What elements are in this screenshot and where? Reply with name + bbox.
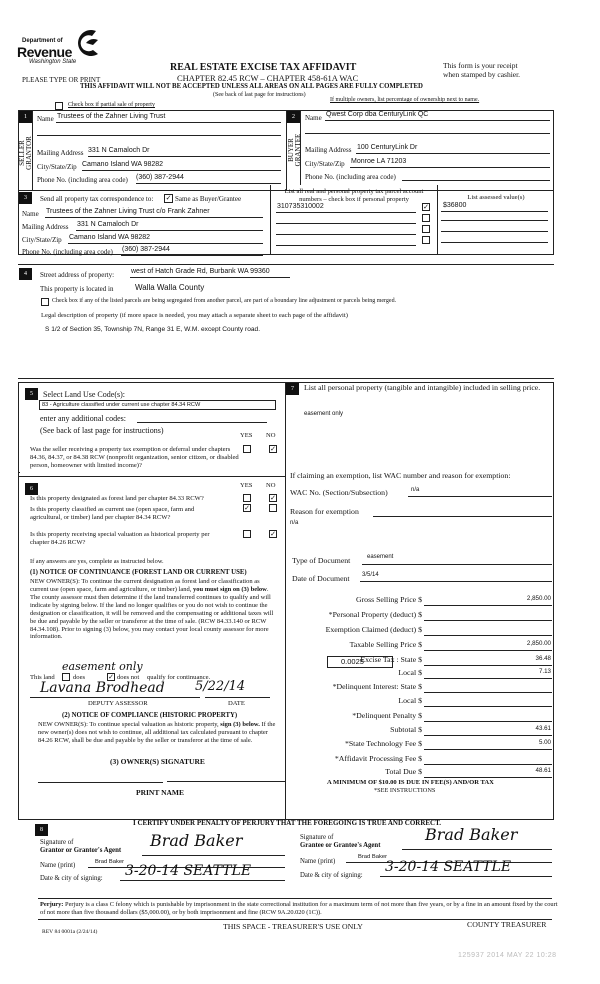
- tax-line-underline: [424, 678, 552, 679]
- rule-line: [18, 472, 20, 473]
- forest-land-question: Is this property designated as forest land per chapter 84.33 RCW?: [30, 495, 204, 502]
- tax-line-value[interactable]: 7.13: [538, 668, 551, 675]
- divider: [285, 382, 286, 820]
- this-land-label: This land: [30, 674, 55, 681]
- deputy-assessor-label: DEPUTY ASSESSOR: [88, 700, 148, 707]
- same-as-buyer-label: Same as Buyer/Grantee: [175, 195, 242, 203]
- notice1-title: (1) NOTICE OF CONTINUANCE (FOREST LAND OR CURRENT USE): [30, 569, 247, 576]
- doc-type-label: Type of Document: [292, 556, 351, 565]
- rule-line: [18, 476, 285, 477]
- if-yes-note: If any answers are yes, complete as instructed below.: [30, 558, 164, 565]
- assessor-date: 5/22/14: [195, 679, 246, 694]
- same-as-buyer-checkbox[interactable]: ✓: [165, 194, 172, 202]
- parcel-number-field[interactable]: 310735310002: [277, 203, 324, 210]
- rule-line: [120, 880, 285, 881]
- street-field[interactable]: west of Hatch Grade Rd, Burbank WA 99360: [131, 268, 270, 275]
- tax-line-label: Exemption Claimed (deduct) $: [325, 625, 422, 634]
- assessor-signature: Lavana Brodhead: [40, 680, 165, 696]
- grantor-sig-label: Signature of: [40, 839, 74, 846]
- logo-line1: Department of: [22, 38, 63, 44]
- corr-name-field[interactable]: Trustees of the Zahner Living Trust c/o Frank Zahner: [46, 208, 210, 215]
- tax-line-underline: [424, 749, 552, 750]
- receipt-note-2: when stamped by cashier.: [443, 70, 521, 79]
- county-treasurer-label: COUNTY TREASURER: [467, 920, 547, 929]
- seller-name-field[interactable]: Trustees of the Zahner Living Trust: [57, 113, 166, 120]
- rule-line: [18, 378, 554, 379]
- yes-header: YES: [240, 432, 253, 439]
- divider: [270, 185, 271, 255]
- rule-line: [137, 422, 267, 423]
- rule-line: [276, 212, 416, 213]
- qualify-label: qualify for continuance.: [147, 674, 211, 681]
- tax-line-underline: [424, 665, 552, 666]
- grantee-date-label: Date & city of signing:: [300, 872, 363, 879]
- q-current-use-yes-checkbox[interactable]: ✓: [244, 504, 250, 512]
- grantee-name-field[interactable]: Brad Baker: [358, 854, 387, 860]
- rule-line: [305, 133, 550, 134]
- reason-label: Reason for exemption: [290, 507, 359, 516]
- rule-line: [276, 234, 416, 235]
- rule-line: [441, 242, 548, 243]
- corr-city-label: City/State/Zip: [22, 236, 62, 244]
- seller-city-label: City/State/Zip: [37, 163, 77, 171]
- handwritten-note: easement only: [62, 660, 143, 673]
- tax-line-underline: [424, 650, 552, 651]
- partial-sale-label: Check box if partial sale of property: [68, 102, 155, 108]
- does-not-label: does not: [117, 674, 140, 681]
- logo-line3: Washington State: [29, 59, 77, 65]
- exemption-question: Was the seller receiving a property tax exemption or deferral under chapters 84.36, 84.37, or 84.38 RCW (nonprofit organization, senior citizen, or disabled person, homeowner with limited income)?: [30, 446, 239, 470]
- grantee-name-label: Name (print): [300, 858, 336, 865]
- rule-line: [121, 255, 263, 256]
- segregated-checkbox[interactable]: [41, 298, 49, 306]
- seller-name-label: Name: [37, 115, 54, 123]
- section-2-number: 2: [287, 111, 300, 123]
- does-not-checkbox[interactable]: ✓: [108, 673, 114, 681]
- tax-line-underline: [424, 706, 552, 707]
- section-7-number: 7: [286, 383, 299, 395]
- rule-line: [360, 581, 552, 582]
- tax-line-label: Local $: [398, 668, 422, 677]
- treasurer-use-label: THIS SPACE - TREASURER'S USE ONLY: [223, 922, 363, 931]
- doc-type-field[interactable]: easement: [367, 554, 394, 560]
- local-rate: 0.0025: [341, 657, 364, 666]
- grantor-sig-label-2: Grantor or Grantor's Agent: [40, 847, 122, 854]
- form-revision: REV 84 0001a (2/24/14): [42, 929, 98, 935]
- buyer-side-label: BUYER GRANTEE: [287, 133, 302, 167]
- tax-line-value[interactable]: 48.61: [535, 767, 551, 774]
- wac-field[interactable]: n/a: [411, 487, 420, 493]
- grantor-date-field[interactable]: 3-20-14 SEATTLE: [125, 863, 252, 879]
- tax-line-underline: [424, 735, 552, 736]
- see-back: (See back of last page for instructions): [213, 92, 306, 98]
- tax-line-label: *Delinquent Penalty $: [352, 711, 422, 720]
- current-use-question: Is this property classified as current use (open space, farm and agricultural, or timber) land per chapter 84.34 RCW?: [30, 506, 195, 522]
- rule-line: [76, 230, 263, 231]
- personal-property-checkbox[interactable]: [422, 214, 430, 222]
- tax-line-underline: [424, 777, 552, 778]
- seller-city-field[interactable]: Camano Island WA 98282: [82, 161, 164, 168]
- rule-line: [408, 496, 552, 497]
- receipt-stamp: 125937 2014 MAY 22 10:28: [458, 952, 557, 959]
- form-chapter: CHAPTER 82.45 RCW – CHAPTER 458-61A WAC: [177, 73, 359, 83]
- section-1-number: 1: [19, 111, 32, 123]
- corr-phone-field[interactable]: (360) 387-2944: [122, 246, 170, 253]
- tax-line-label: *Personal Property (deduct) $: [328, 610, 422, 619]
- q-forest-yes-checkbox[interactable]: [243, 494, 251, 502]
- rule-line: [82, 170, 281, 171]
- correspondence-label: Send all property tax correspondence to:: [40, 195, 154, 203]
- seller-phone-field[interactable]: (360) 387-2944: [136, 174, 184, 181]
- buyer-city-label: City/State/Zip: [305, 160, 345, 168]
- rule-line: [88, 156, 281, 157]
- doc-date-field[interactable]: 3/5/14: [362, 572, 379, 578]
- tax-line-underline: [424, 764, 552, 765]
- grantor-date-label: Date & city of signing:: [40, 875, 103, 882]
- tax-line-underline: [424, 721, 552, 722]
- personal-property-checkbox[interactable]: [422, 225, 430, 233]
- buyer-name-label: Name: [305, 114, 322, 122]
- print-name-label: PRINT NAME: [136, 788, 184, 797]
- multiple-owners-note: If multiple owners, list percentage of ownership next to name.: [330, 97, 480, 103]
- county-field[interactable]: Walla Walla County: [135, 283, 205, 292]
- tax-line-value[interactable]: 2,850.00: [526, 595, 551, 602]
- does-label: does: [73, 674, 86, 681]
- rule-line: [167, 781, 285, 782]
- reason-field[interactable]: n/a: [290, 520, 299, 526]
- buyer-addr-label: Mailing Address: [305, 146, 352, 154]
- grantor-name-field[interactable]: Brad Baker: [95, 859, 124, 865]
- corr-name-label: Name: [22, 210, 39, 218]
- corr-addr-field[interactable]: 331 N Camaloch Dr: [77, 221, 139, 228]
- assessed-header: List assessed value(s): [467, 194, 525, 201]
- rule-line: [30, 697, 200, 698]
- personal-property-label: List all personal property (tangible and intangible) included in selling price.: [304, 383, 541, 392]
- section-4-number: 4: [19, 268, 32, 280]
- doc-date-label: Date of Document: [292, 574, 350, 583]
- rule-line: [38, 898, 552, 899]
- land-use-code: 83 - Agriculture classified under current use chapter 84.34 RCW: [42, 402, 201, 408]
- q-historic-no-checkbox[interactable]: ✓: [270, 530, 276, 538]
- tax-line-label: *Affidavit Processing Fee $: [334, 754, 422, 763]
- buyer-city-field[interactable]: Monroe LA 71203: [351, 158, 407, 165]
- tax-line-label: Local $: [398, 696, 422, 705]
- rule-line: [142, 855, 285, 856]
- rule-line: [38, 782, 163, 783]
- rule-line: [356, 153, 550, 154]
- rule-line: [45, 217, 263, 218]
- rule-line: [325, 120, 550, 121]
- rule-line: [380, 876, 552, 877]
- grantor-signature[interactable]: Brad Baker: [150, 831, 243, 850]
- rule-line: [276, 223, 416, 224]
- tax-line-value[interactable]: 2,850.00: [526, 640, 551, 647]
- tax-line-underline: [424, 692, 552, 693]
- rule-line: [402, 180, 550, 181]
- partial-sale-checkbox[interactable]: [55, 102, 63, 110]
- segregated-label: Check box if any of the listed parcels are being segregated from another parcel, are part of a boundary line adjustment or parcels being merged.: [52, 298, 397, 304]
- please-type: PLEASE TYPE OR PRINT: [22, 76, 101, 84]
- tax-line-label: Total Due $: [385, 767, 422, 776]
- dor-emblem-icon: [76, 28, 102, 58]
- grantee-sig-label: Signature of: [300, 834, 334, 841]
- q-historic-yes-checkbox[interactable]: [243, 530, 251, 538]
- rule-line: [136, 183, 281, 184]
- receipt-note: This form is your receipt: [443, 61, 518, 70]
- seller-phone-label: Phone No. (including area code): [37, 176, 128, 184]
- rule-line: [441, 231, 548, 232]
- rule-line: [276, 245, 416, 246]
- rule-line: [402, 849, 552, 850]
- section-5-number: 5: [25, 388, 38, 400]
- tax-line-label: Taxable Selling Price $: [349, 640, 422, 649]
- q-current-use-no-checkbox[interactable]: [269, 504, 277, 512]
- rule-line: [68, 243, 263, 244]
- section-3-number: 3: [19, 192, 32, 204]
- parcels-header: List all real and personal property tax parcel account numbers – check box if personal property: [284, 188, 424, 203]
- buyer-phone-label: Phone No. (including area code): [305, 173, 396, 181]
- section-8-number: 8: [35, 824, 48, 836]
- tax-line-label: Excise Tax : State $: [360, 655, 422, 664]
- corr-addr-label: Mailing Address: [22, 223, 69, 231]
- notice2-title: (2) NOTICE OF COMPLIANCE (HISTORIC PROPERTY): [62, 712, 238, 719]
- seller-addr-field[interactable]: 331 N Camaloch Dr: [88, 147, 150, 154]
- land-use-see-back: (See back of last page for instructions): [40, 426, 164, 435]
- certify-statement: I CERTIFY UNDER PENALTY OF PERJURY THAT THE FOREGOING IS TRUE AND CORRECT.: [133, 819, 442, 827]
- land-use-select[interactable]: [39, 400, 276, 410]
- rule-line: [350, 167, 550, 168]
- historic-question: Is this property receiving special valuation as historical property per chapter 84.26 RCW?: [30, 531, 210, 547]
- legal-label: Legal description of property (if more space is needed, you may attach a separate sheet to each page of the affidavit): [41, 312, 348, 319]
- wac-label: WAC No. (Section/Subsection): [290, 488, 388, 497]
- q1-no-checkbox[interactable]: ✓: [270, 445, 276, 453]
- notice2-text: NEW OWNER(S): To continue special valuation as historic property, sign (3) below. If the new owner(s) does not wish to continue, all additional tax calculated pursuant to chapter 84.26 RCW, shall be due and payable by the seller or transferor at the time of sale.: [38, 721, 276, 744]
- legal-description-field[interactable]: S 1/2 of Section 35, Township 7N, Range 31 E, W.M. except County road.: [45, 326, 261, 333]
- rule-line: [373, 516, 552, 517]
- tax-line-label: *Delinquent Interest: State $: [332, 682, 422, 691]
- assessed-value-field[interactable]: $36800: [443, 202, 467, 209]
- buyer-name-field[interactable]: Qwest Corp dba CenturyLink QC: [326, 111, 429, 118]
- rule-line: [37, 135, 281, 136]
- see-instructions-note: *SEE INSTRUCTIONS: [374, 787, 436, 794]
- owner-signature-label: (3) OWNER(S) SIGNATURE: [110, 757, 205, 766]
- land-use-label: Select Land Use Code(s):: [43, 390, 125, 399]
- corr-phone-label: Phone No. (including area code): [22, 248, 113, 256]
- section-6-number: 6: [25, 483, 38, 495]
- grantor-name-label: Name (print): [40, 862, 76, 869]
- no-header: NO: [266, 432, 276, 439]
- date-label: DATE: [228, 700, 245, 707]
- minimum-due-note: A MINIMUM OF $10.00 IS DUE IN FEE(S) AND/OR TAX: [327, 779, 494, 786]
- tax-line-label: Subtotal $: [390, 725, 422, 734]
- located-label: This property is located in: [40, 285, 114, 293]
- rule-line: [441, 211, 548, 212]
- tax-line-value[interactable]: 43.61: [535, 725, 551, 732]
- rule-line: [18, 264, 554, 265]
- tax-line-underline: [424, 635, 552, 636]
- tax-line-label: Gross Selling Price $: [355, 595, 422, 604]
- form-title: REAL ESTATE EXCISE TAX AFFIDAVIT: [170, 62, 357, 73]
- grantee-sig-label-2: Grantee or Grantee's Agent: [300, 842, 381, 849]
- seller-side-label: SELLER GRANTOR: [18, 136, 33, 170]
- rule-line: [56, 122, 281, 123]
- tax-line-value[interactable]: 36.48: [535, 655, 551, 662]
- notice1-text: NEW OWNER(S): To continue the current designation as forest land or classification as current use (open space, farm and agriculture, or timber) land, you must sign on (3) below. The county assessor must then determine if the land transferred continues to qualify and will indicate by signing below. If the land no longer qualifies or you do not wish to continue the designation or classification, it will be removed and the compensating or additional taxes will be due and payable by the seller or transferor at the time of sale. (RCW 84.33.140 or RCW 84.34.108). Prior to signing (3) below, you may contact your local county assessor for more information.: [30, 578, 274, 641]
- personal-property-checkbox[interactable]: [422, 236, 430, 244]
- buyer-addr-field[interactable]: 100 CenturyLink Dr: [357, 144, 418, 151]
- divider: [437, 185, 438, 255]
- seller-addr-label: Mailing Address: [37, 149, 84, 157]
- rule-line: [441, 220, 548, 221]
- q1-yes-checkbox[interactable]: [243, 445, 251, 453]
- rule-line: [130, 277, 290, 278]
- grantee-signature[interactable]: Brad Baker: [425, 825, 518, 844]
- warning: THIS AFFIDAVIT WILL NOT BE ACCEPTED UNLESS ALL AREAS ON ALL PAGES ARE FULLY COMPLETED: [80, 83, 423, 90]
- corr-city-field[interactable]: Camano Island WA 98282: [69, 234, 151, 241]
- exemption-label: If claiming an exemption, list WAC number and reason for exemption:: [290, 471, 511, 480]
- personal-property-checkbox[interactable]: ✓: [423, 203, 429, 211]
- rule-line: [205, 697, 270, 698]
- additional-codes-label: enter any additional codes:: [40, 414, 126, 423]
- street-label: Street address of property:: [40, 271, 115, 279]
- personal-property-field[interactable]: easement only: [304, 411, 344, 417]
- no-header: NO: [266, 482, 276, 489]
- perjury-note: Perjury: Perjury is a class C felony which is punishable by imprisonment in the state correctional institution for a maximum term of not more than five years, or by a fine in an amount fixed by the court of not more than five thousand dollars ($5,000.00), or by both imprisonment and fine (RCW 9A.20.020 (1C)).: [40, 901, 558, 916]
- tax-line-underline: [424, 620, 552, 621]
- tax-line-label: *State Technology Fee $: [344, 739, 422, 748]
- grantee-date-field[interactable]: 3-20-14 SEATTLE: [385, 859, 512, 875]
- tax-line-underline: [424, 605, 552, 606]
- logo-line2: Revenue: [17, 44, 72, 60]
- rule-line: [362, 564, 552, 565]
- yes-header: YES: [240, 482, 253, 489]
- tax-line-value[interactable]: 5.00: [538, 739, 551, 746]
- q-forest-no-checkbox[interactable]: ✓: [270, 494, 276, 502]
